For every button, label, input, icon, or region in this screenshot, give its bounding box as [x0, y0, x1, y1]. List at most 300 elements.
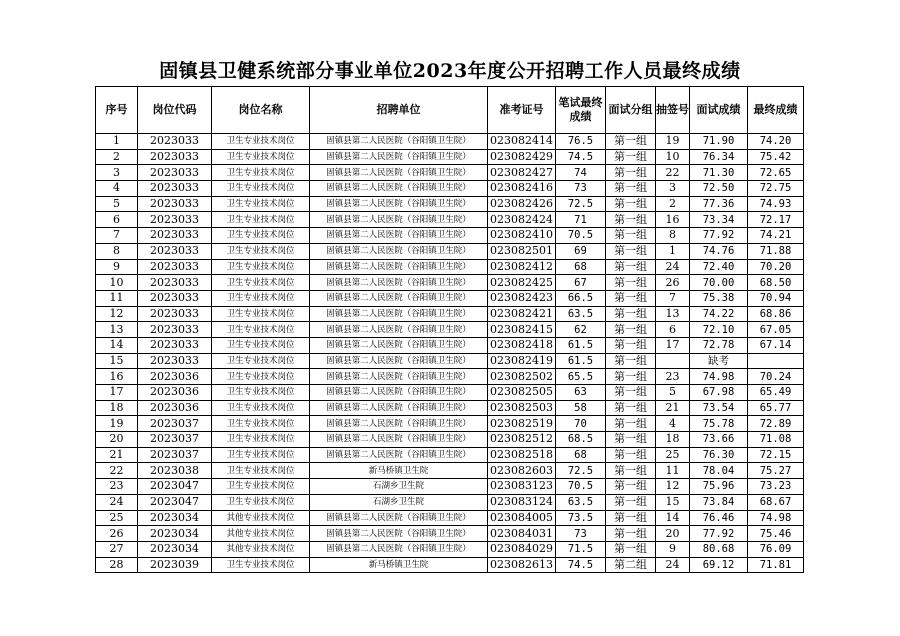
written-score: 70.5 [556, 228, 606, 244]
position-name: 卫生专业技术岗位 [212, 447, 310, 463]
ticket-number: 023082419 [488, 353, 556, 369]
position-code: 2023047 [138, 494, 212, 510]
final-score [748, 353, 804, 369]
row-number: 15 [96, 353, 138, 369]
lot-number: 23 [656, 369, 690, 385]
written-score: 76.5 [556, 134, 606, 150]
interview-group: 第二组 [606, 557, 656, 573]
written-score: 73 [556, 526, 606, 542]
lot-number: 24 [656, 259, 690, 275]
written-score: 68 [556, 259, 606, 275]
ticket-number: 023084031 [488, 526, 556, 542]
position-code: 2023033 [138, 228, 212, 244]
interview-score: 70.00 [690, 275, 748, 291]
position-name: 卫生专业技术岗位 [212, 306, 310, 322]
row-number: 21 [96, 447, 138, 463]
interview-group: 第一组 [606, 400, 656, 416]
interview-group: 第一组 [606, 541, 656, 557]
row-number: 16 [96, 369, 138, 385]
table-header-row [96, 87, 804, 134]
position-code: 2023033 [138, 306, 212, 322]
position-code: 2023036 [138, 385, 212, 401]
final-score: 65.77 [748, 400, 804, 416]
lot-number: 5 [656, 385, 690, 401]
table-row [96, 463, 804, 479]
recruiting-unit: 固镇县第二人民医院（谷阳镇卫生院） [310, 275, 488, 291]
recruiting-unit: 石湖乡卫生院 [310, 494, 488, 510]
interview-group: 第一组 [606, 228, 656, 244]
final-score: 74.93 [748, 196, 804, 212]
interview-score: 71.90 [690, 134, 748, 150]
lot-number: 9 [656, 541, 690, 557]
lot-number: 26 [656, 275, 690, 291]
ticket-number: 023082518 [488, 447, 556, 463]
position-code: 2023039 [138, 557, 212, 573]
ticket-number: 023082502 [488, 369, 556, 385]
lot-number: 3 [656, 181, 690, 197]
interview-score: 74.76 [690, 243, 748, 259]
position-code: 2023033 [138, 290, 212, 306]
lot-number: 20 [656, 526, 690, 542]
position-name: 其他专业技术岗位 [212, 541, 310, 557]
lot-number [656, 353, 690, 369]
ticket-number: 023082519 [488, 416, 556, 432]
recruiting-unit: 固镇县第二人民医院（谷阳镇卫生院） [310, 259, 488, 275]
recruiting-unit: 固镇县第二人民医院（谷阳镇卫生院） [310, 243, 488, 259]
final-score: 72.89 [748, 416, 804, 432]
position-name: 卫生专业技术岗位 [212, 228, 310, 244]
ticket-number: 023083124 [488, 494, 556, 510]
column-header: 面试成绩 [690, 87, 748, 134]
position-code: 2023033 [138, 353, 212, 369]
row-number: 14 [96, 337, 138, 353]
table-row [96, 181, 804, 197]
row-number: 10 [96, 275, 138, 291]
table-row [96, 416, 804, 432]
ticket-number: 023082415 [488, 322, 556, 338]
table-row [96, 526, 804, 542]
interview-group: 第一组 [606, 432, 656, 448]
position-code: 2023033 [138, 243, 212, 259]
written-score: 67 [556, 275, 606, 291]
recruiting-unit: 固镇县第二人民医院（谷阳镇卫生院） [310, 196, 488, 212]
table-row [96, 165, 804, 181]
interview-score: 78.04 [690, 463, 748, 479]
table-row [96, 290, 804, 306]
position-code: 2023033 [138, 134, 212, 150]
lot-number: 16 [656, 212, 690, 228]
final-score: 73.23 [748, 479, 804, 495]
interview-group: 第一组 [606, 447, 656, 463]
table-row [96, 385, 804, 401]
position-code: 2023033 [138, 259, 212, 275]
lot-number: 18 [656, 432, 690, 448]
position-code: 2023034 [138, 541, 212, 557]
lot-number: 15 [656, 494, 690, 510]
position-name: 卫生专业技术岗位 [212, 134, 310, 150]
recruiting-unit: 固镇县第二人民医院（谷阳镇卫生院） [310, 337, 488, 353]
interview-group: 第一组 [606, 369, 656, 385]
position-name: 卫生专业技术岗位 [212, 353, 310, 369]
row-number: 12 [96, 306, 138, 322]
position-name: 卫生专业技术岗位 [212, 165, 310, 181]
results-table [95, 86, 804, 573]
recruiting-unit: 固镇县第二人民医院（谷阳镇卫生院） [310, 369, 488, 385]
interview-score: 76.34 [690, 149, 748, 165]
table-row [96, 510, 804, 526]
row-number: 24 [96, 494, 138, 510]
ticket-number: 023082512 [488, 432, 556, 448]
interview-group: 第一组 [606, 526, 656, 542]
row-number: 9 [96, 259, 138, 275]
table-row [96, 494, 804, 510]
interview-group: 第一组 [606, 322, 656, 338]
interview-score: 73.34 [690, 212, 748, 228]
lot-number: 25 [656, 447, 690, 463]
table-row [96, 447, 804, 463]
recruiting-unit: 新马桥镇卫生院 [310, 557, 488, 573]
written-score: 72.5 [556, 463, 606, 479]
row-number: 1 [96, 134, 138, 150]
position-code: 2023037 [138, 432, 212, 448]
table-row [96, 432, 804, 448]
column-header: 最终成绩 [748, 87, 804, 134]
written-score: 73 [556, 181, 606, 197]
interview-score: 73.66 [690, 432, 748, 448]
written-score: 71.5 [556, 541, 606, 557]
row-number: 5 [96, 196, 138, 212]
table-row [96, 196, 804, 212]
table-row [96, 557, 804, 573]
written-score: 73.5 [556, 510, 606, 526]
ticket-number: 023084005 [488, 510, 556, 526]
interview-score: 69.12 [690, 557, 748, 573]
written-score: 74 [556, 165, 606, 181]
position-code: 2023038 [138, 463, 212, 479]
table-row [96, 134, 804, 150]
written-score: 58 [556, 400, 606, 416]
position-name: 卫生专业技术岗位 [212, 337, 310, 353]
recruiting-unit: 石湖乡卫生院 [310, 479, 488, 495]
row-number: 20 [96, 432, 138, 448]
recruiting-unit: 固镇县第二人民医院（谷阳镇卫生院） [310, 149, 488, 165]
interview-group: 第一组 [606, 416, 656, 432]
recruiting-unit: 固镇县第二人民医院（谷阳镇卫生院） [310, 510, 488, 526]
row-number: 22 [96, 463, 138, 479]
interview-score: 80.68 [690, 541, 748, 557]
position-name: 卫生专业技术岗位 [212, 275, 310, 291]
interview-score: 72.78 [690, 337, 748, 353]
interview-group: 第一组 [606, 306, 656, 322]
row-number: 3 [96, 165, 138, 181]
lot-number: 1 [656, 243, 690, 259]
recruiting-unit: 新马桥镇卫生院 [310, 463, 488, 479]
table-row [96, 228, 804, 244]
row-number: 27 [96, 541, 138, 557]
position-code: 2023037 [138, 447, 212, 463]
final-score: 74.21 [748, 228, 804, 244]
final-score: 75.42 [748, 149, 804, 165]
interview-score: 72.50 [690, 181, 748, 197]
row-number: 11 [96, 290, 138, 306]
ticket-number: 023082501 [488, 243, 556, 259]
lot-number: 11 [656, 463, 690, 479]
row-number: 6 [96, 212, 138, 228]
interview-group: 第一组 [606, 290, 656, 306]
recruiting-unit: 固镇县第二人民医院（谷阳镇卫生院） [310, 400, 488, 416]
final-score: 74.20 [748, 134, 804, 150]
written-score: 63 [556, 385, 606, 401]
final-score: 68.50 [748, 275, 804, 291]
position-name: 卫生专业技术岗位 [212, 196, 310, 212]
row-number: 17 [96, 385, 138, 401]
interview-score: 76.46 [690, 510, 748, 526]
written-score: 72.5 [556, 196, 606, 212]
final-score: 72.75 [748, 181, 804, 197]
position-name: 卫生专业技术岗位 [212, 557, 310, 573]
position-code: 2023034 [138, 510, 212, 526]
position-code: 2023033 [138, 322, 212, 338]
interview-score: 77.92 [690, 228, 748, 244]
written-score: 74.5 [556, 557, 606, 573]
position-name: 卫生专业技术岗位 [212, 400, 310, 416]
position-name: 其他专业技术岗位 [212, 510, 310, 526]
position-name: 卫生专业技术岗位 [212, 322, 310, 338]
recruiting-unit: 固镇县第二人民医院（谷阳镇卫生院） [310, 526, 488, 542]
final-score: 72.65 [748, 165, 804, 181]
position-name: 卫生专业技术岗位 [212, 385, 310, 401]
column-header: 招聘单位 [310, 87, 488, 134]
interview-group: 第一组 [606, 243, 656, 259]
ticket-number: 023082426 [488, 196, 556, 212]
table-row [96, 541, 804, 557]
lot-number: 19 [656, 134, 690, 150]
position-code: 2023047 [138, 479, 212, 495]
position-name: 卫生专业技术岗位 [212, 479, 310, 495]
recruiting-unit: 固镇县第二人民医院（谷阳镇卫生院） [310, 165, 488, 181]
row-number: 28 [96, 557, 138, 573]
table-row [96, 353, 804, 369]
final-score: 70.20 [748, 259, 804, 275]
final-score: 72.17 [748, 212, 804, 228]
interview-group: 第一组 [606, 275, 656, 291]
final-score: 67.05 [748, 322, 804, 338]
written-score: 68 [556, 447, 606, 463]
lot-number: 8 [656, 228, 690, 244]
table-row [96, 306, 804, 322]
interview-score: 71.30 [690, 165, 748, 181]
written-score: 69 [556, 243, 606, 259]
interview-score: 72.10 [690, 322, 748, 338]
recruiting-unit: 固镇县第二人民医院（谷阳镇卫生院） [310, 322, 488, 338]
final-score: 68.86 [748, 306, 804, 322]
final-score: 76.09 [748, 541, 804, 557]
interview-group: 第一组 [606, 353, 656, 369]
position-code: 2023033 [138, 181, 212, 197]
recruiting-unit: 固镇县第二人民医院（谷阳镇卫生院） [310, 134, 488, 150]
position-code: 2023036 [138, 369, 212, 385]
interview-group: 第一组 [606, 463, 656, 479]
final-score: 75.46 [748, 526, 804, 542]
column-header: 序号 [96, 87, 138, 134]
table-row [96, 275, 804, 291]
ticket-number: 023082410 [488, 228, 556, 244]
interview-score: 73.84 [690, 494, 748, 510]
interview-group: 第一组 [606, 149, 656, 165]
written-score: 61.5 [556, 353, 606, 369]
position-code: 2023033 [138, 275, 212, 291]
table-row [96, 149, 804, 165]
final-score: 71.81 [748, 557, 804, 573]
position-name: 卫生专业技术岗位 [212, 432, 310, 448]
table-row [96, 212, 804, 228]
recruiting-unit: 固镇县第二人民医院（谷阳镇卫生院） [310, 385, 488, 401]
table-row [96, 259, 804, 275]
interview-score: 67.98 [690, 385, 748, 401]
interview-group: 第一组 [606, 196, 656, 212]
table-row [96, 322, 804, 338]
table-row [96, 369, 804, 385]
position-code: 2023034 [138, 526, 212, 542]
interview-score: 75.78 [690, 416, 748, 432]
position-name: 卫生专业技术岗位 [212, 494, 310, 510]
row-number: 18 [96, 400, 138, 416]
position-code: 2023033 [138, 337, 212, 353]
written-score: 68.5 [556, 432, 606, 448]
final-score: 70.94 [748, 290, 804, 306]
row-number: 13 [96, 322, 138, 338]
interview-score: 72.40 [690, 259, 748, 275]
row-number: 2 [96, 149, 138, 165]
written-score: 70 [556, 416, 606, 432]
position-name: 卫生专业技术岗位 [212, 259, 310, 275]
row-number: 7 [96, 228, 138, 244]
interview-group: 第一组 [606, 479, 656, 495]
ticket-number: 023082425 [488, 275, 556, 291]
position-name: 卫生专业技术岗位 [212, 212, 310, 228]
written-score: 66.5 [556, 290, 606, 306]
column-header: 抽签号 [656, 87, 690, 134]
interview-score: 75.38 [690, 290, 748, 306]
written-score: 70.5 [556, 479, 606, 495]
final-score: 70.24 [748, 369, 804, 385]
ticket-number: 023083123 [488, 479, 556, 495]
lot-number: 24 [656, 557, 690, 573]
ticket-number: 023082503 [488, 400, 556, 416]
lot-number: 10 [656, 149, 690, 165]
written-score: 74.5 [556, 149, 606, 165]
position-name: 卫生专业技术岗位 [212, 369, 310, 385]
interview-score: 77.36 [690, 196, 748, 212]
recruiting-unit: 固镇县第二人民医院（谷阳镇卫生院） [310, 212, 488, 228]
row-number: 26 [96, 526, 138, 542]
lot-number: 14 [656, 510, 690, 526]
interview-score: 73.54 [690, 400, 748, 416]
row-number: 25 [96, 510, 138, 526]
lot-number: 17 [656, 337, 690, 353]
ticket-number: 023082424 [488, 212, 556, 228]
interview-group: 第一组 [606, 385, 656, 401]
lot-number: 2 [656, 196, 690, 212]
document-title: 固镇县卫健系统部分事业单位2023年度公开招聘工作人员最终成绩 [159, 60, 741, 82]
written-score: 61.5 [556, 337, 606, 353]
recruiting-unit: 固镇县第二人民医院（谷阳镇卫生院） [310, 181, 488, 197]
column-header: 面试分组 [606, 87, 656, 134]
lot-number: 4 [656, 416, 690, 432]
ticket-number: 023082414 [488, 134, 556, 150]
interview-group: 第一组 [606, 212, 656, 228]
position-name: 卫生专业技术岗位 [212, 149, 310, 165]
recruiting-unit: 固镇县第二人民医院（谷阳镇卫生院） [310, 541, 488, 557]
ticket-number: 023082421 [488, 306, 556, 322]
ticket-number: 023082412 [488, 259, 556, 275]
final-score: 71.08 [748, 432, 804, 448]
written-score: 62 [556, 322, 606, 338]
final-score: 67.14 [748, 337, 804, 353]
lot-number: 13 [656, 306, 690, 322]
row-number: 23 [96, 479, 138, 495]
ticket-number: 023082416 [488, 181, 556, 197]
position-name: 其他专业技术岗位 [212, 526, 310, 542]
recruiting-unit: 固镇县第二人民医院（谷阳镇卫生院） [310, 416, 488, 432]
position-name: 卫生专业技术岗位 [212, 463, 310, 479]
final-score: 75.27 [748, 463, 804, 479]
row-number: 8 [96, 243, 138, 259]
position-name: 卫生专业技术岗位 [212, 416, 310, 432]
table-row [96, 337, 804, 353]
column-header: 准考证号 [488, 87, 556, 134]
position-code: 2023036 [138, 400, 212, 416]
table-row [96, 243, 804, 259]
written-score: 63.5 [556, 494, 606, 510]
lot-number: 12 [656, 479, 690, 495]
row-number: 4 [96, 181, 138, 197]
ticket-number: 023082418 [488, 337, 556, 353]
table-row [96, 400, 804, 416]
ticket-number: 023084029 [488, 541, 556, 557]
ticket-number: 023082427 [488, 165, 556, 181]
position-code: 2023033 [138, 149, 212, 165]
column-header: 岗位名称 [212, 87, 310, 134]
lot-number: 21 [656, 400, 690, 416]
ticket-number: 023082505 [488, 385, 556, 401]
recruiting-unit: 固镇县第二人民医院（谷阳镇卫生院） [310, 228, 488, 244]
ticket-number: 023082423 [488, 290, 556, 306]
column-header: 岗位代码 [138, 87, 212, 134]
recruiting-unit: 固镇县第二人民医院（谷阳镇卫生院） [310, 432, 488, 448]
position-name: 卫生专业技术岗位 [212, 290, 310, 306]
ticket-number: 023082603 [488, 463, 556, 479]
interview-score: 74.22 [690, 306, 748, 322]
interview-group: 第一组 [606, 181, 656, 197]
recruiting-unit: 固镇县第二人民医院（谷阳镇卫生院） [310, 306, 488, 322]
position-name: 卫生专业技术岗位 [212, 243, 310, 259]
interview-group: 第一组 [606, 134, 656, 150]
interview-group: 第一组 [606, 510, 656, 526]
position-code: 2023033 [138, 165, 212, 181]
interview-score: 缺考 [690, 353, 748, 369]
ticket-number: 023082429 [488, 149, 556, 165]
final-score: 71.88 [748, 243, 804, 259]
final-score: 74.98 [748, 510, 804, 526]
ticket-number: 023082613 [488, 557, 556, 573]
interview-group: 第一组 [606, 165, 656, 181]
lot-number: 6 [656, 322, 690, 338]
interview-score: 75.96 [690, 479, 748, 495]
lot-number: 22 [656, 165, 690, 181]
interview-group: 第一组 [606, 337, 656, 353]
interview-score: 74.98 [690, 369, 748, 385]
